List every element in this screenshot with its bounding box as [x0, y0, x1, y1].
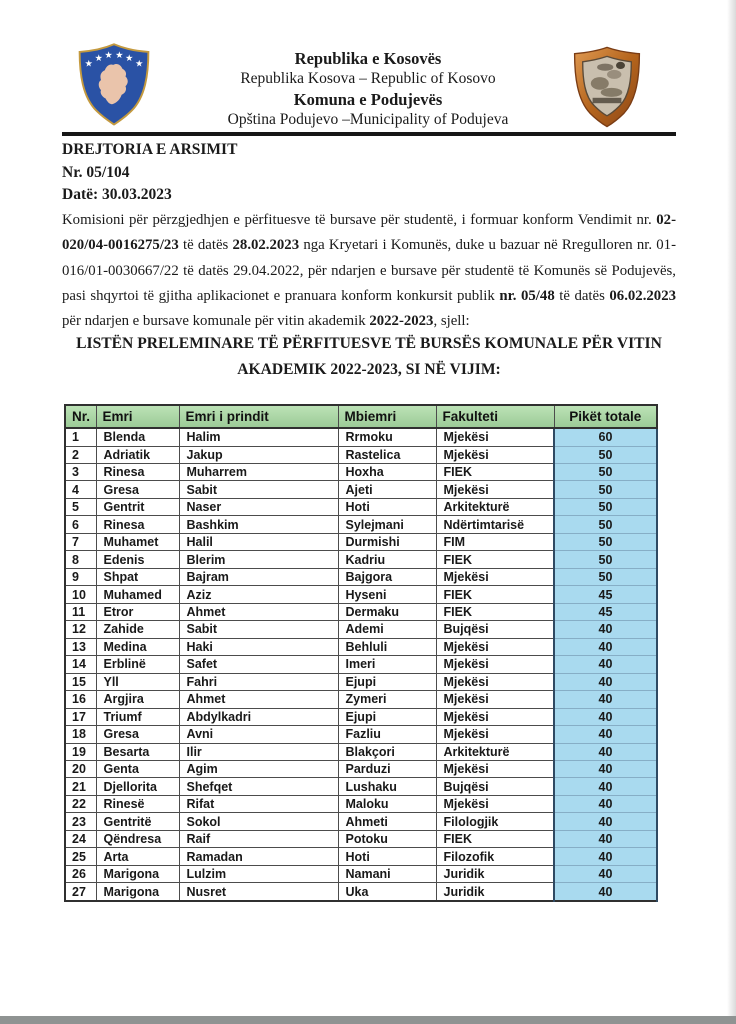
table-row	[65, 830, 657, 847]
row-number-cell: 22	[65, 795, 96, 812]
first-name-cell: Rinesa	[96, 464, 179, 481]
parent-name-cell: Naser	[179, 498, 338, 515]
parent-name-cell: Sabit	[179, 621, 338, 638]
points-cell: 50	[554, 446, 657, 463]
points-cell: 40	[554, 760, 657, 777]
faculty-cell: Arkitekturë	[436, 743, 554, 760]
table-row	[65, 708, 657, 725]
faculty-cell: Mjekësi	[436, 795, 554, 812]
table-row	[65, 428, 657, 446]
table-row	[65, 743, 657, 760]
row-number-cell: 1	[65, 428, 96, 446]
first-name-cell: Gresa	[96, 481, 179, 498]
table-row	[65, 813, 657, 830]
table-row	[65, 551, 657, 568]
table-row	[65, 498, 657, 515]
svg-text:★: ★	[115, 50, 124, 62]
scholarship-table-grid	[64, 404, 658, 902]
points-cell: 40	[554, 830, 657, 847]
row-number-cell: 9	[65, 568, 96, 585]
table-row	[65, 656, 657, 673]
parent-name-cell: Bajram	[179, 568, 338, 585]
points-cell: 45	[554, 586, 657, 603]
svg-text:★: ★	[94, 53, 103, 65]
row-number-cell: 24	[65, 830, 96, 847]
points-cell: 40	[554, 726, 657, 743]
parent-name-cell: Safet	[179, 656, 338, 673]
table-row	[65, 865, 657, 882]
parent-name-cell: Lulzim	[179, 865, 338, 882]
table-row	[65, 586, 657, 603]
points-cell: 40	[554, 691, 657, 708]
points-cell: 50	[554, 481, 657, 498]
first-name-cell: Edenis	[96, 551, 179, 568]
parent-name-cell: Haki	[179, 638, 338, 655]
faculty-cell: Mjekësi	[436, 638, 554, 655]
row-number-cell: 6	[65, 516, 96, 533]
surname-cell: Ejupi	[338, 673, 436, 690]
points-cell: 40	[554, 848, 657, 865]
faculty-cell: Mjekësi	[436, 481, 554, 498]
table-row	[65, 603, 657, 620]
faculty-cell: FIEK	[436, 464, 554, 481]
first-name-cell: Adriatik	[96, 446, 179, 463]
points-cell: 40	[554, 708, 657, 725]
first-name-cell: Shpat	[96, 568, 179, 585]
svg-text:★: ★	[135, 58, 144, 70]
points-cell: 40	[554, 621, 657, 638]
surname-cell: Hyseni	[338, 586, 436, 603]
row-number-cell: 14	[65, 656, 96, 673]
faculty-cell: Ndërtimtarisë	[436, 516, 554, 533]
surname-cell: Blakçori	[338, 743, 436, 760]
paragraph-segment: , sjell:	[433, 313, 470, 330]
surname-cell: Rastelica	[338, 446, 436, 463]
faculty-cell: Arkitekturë	[436, 498, 554, 515]
first-name-cell: Gentritë	[96, 813, 179, 830]
row-number-cell: 27	[65, 883, 96, 901]
scholarship-table	[64, 404, 658, 902]
row-number-cell: 13	[65, 638, 96, 655]
surname-cell: Behluli	[338, 638, 436, 655]
paragraph-bold-segment: 06.02.2023	[609, 287, 676, 304]
surname-cell: Lushaku	[338, 778, 436, 795]
row-number-cell: 12	[65, 621, 96, 638]
parent-name-cell: Jakup	[179, 446, 338, 463]
parent-name-cell: Ahmet	[179, 691, 338, 708]
first-name-cell: Besarta	[96, 743, 179, 760]
surname-cell: Uka	[338, 883, 436, 901]
parent-name-cell: Raif	[179, 830, 338, 847]
surname-cell: Imeri	[338, 656, 436, 673]
table-row	[65, 464, 657, 481]
points-cell: 50	[554, 568, 657, 585]
points-cell: 50	[554, 533, 657, 550]
first-name-cell: Zahide	[96, 621, 179, 638]
first-name-cell: Blenda	[96, 428, 179, 446]
faculty-cell: FIEK	[436, 551, 554, 568]
parent-name-cell: Rifat	[179, 795, 338, 812]
republic-title: Republika e Kosovës	[294, 49, 442, 68]
parent-name-cell: Halim	[179, 428, 338, 446]
faculty-cell: Mjekësi	[436, 656, 554, 673]
parent-name-cell: Ahmet	[179, 603, 338, 620]
parent-name-cell: Blerim	[179, 551, 338, 568]
surname-cell: Fazliu	[338, 726, 436, 743]
points-cell: 50	[554, 464, 657, 481]
row-number-cell: 18	[65, 726, 96, 743]
parent-name-cell: Halil	[179, 533, 338, 550]
faculty-cell: Mjekësi	[436, 708, 554, 725]
municipality-title: Komuna e Podujevës	[293, 90, 443, 109]
table-header	[65, 405, 657, 428]
table-row	[65, 778, 657, 795]
surname-cell: Parduzi	[338, 760, 436, 777]
parent-name-cell: Ramadan	[179, 848, 338, 865]
points-cell: 40	[554, 673, 657, 690]
points-cell: 40	[554, 813, 657, 830]
table-row	[65, 568, 657, 585]
row-number-cell: 7	[65, 533, 96, 550]
surname-cell: Hoxha	[338, 464, 436, 481]
first-name-cell: Yll	[96, 673, 179, 690]
column-header-emri: Emri	[96, 405, 179, 428]
table-row	[65, 848, 657, 865]
first-name-cell: Genta	[96, 760, 179, 777]
table-body	[65, 428, 657, 901]
row-number-cell: 10	[65, 586, 96, 603]
first-name-cell: Rinesa	[96, 516, 179, 533]
parent-name-cell: Agim	[179, 760, 338, 777]
first-name-cell: Muhamed	[96, 586, 179, 603]
table-row	[65, 533, 657, 550]
table-row	[65, 691, 657, 708]
table-row	[65, 795, 657, 812]
first-name-cell: Etror	[96, 603, 179, 620]
surname-cell: Namani	[338, 865, 436, 882]
points-cell: 50	[554, 498, 657, 515]
parent-name-cell: Nusret	[179, 883, 338, 901]
parent-name-cell: Avni	[179, 726, 338, 743]
column-header-nr-: Nr.	[65, 405, 96, 428]
faculty-cell: Mjekësi	[436, 446, 554, 463]
row-number-cell: 2	[65, 446, 96, 463]
parent-name-cell: Aziz	[179, 586, 338, 603]
column-header-points: Pikët totale	[554, 405, 657, 428]
svg-text:★: ★	[84, 58, 93, 70]
column-header-mbiemri: Mbiemri	[338, 405, 436, 428]
row-number-cell: 21	[65, 778, 96, 795]
row-number-cell: 17	[65, 708, 96, 725]
faculty-cell: Mjekësi	[436, 568, 554, 585]
column-header-emri-i-prindit: Emri i prindit	[179, 405, 338, 428]
surname-cell: Dermaku	[338, 603, 436, 620]
reference-number: Nr. 05/104	[62, 163, 130, 181]
header-divider-line	[62, 132, 676, 136]
surname-cell: Ahmeti	[338, 813, 436, 830]
surname-cell: Bajgora	[338, 568, 436, 585]
surname-cell: Potoku	[338, 830, 436, 847]
faculty-cell: Mjekësi	[436, 428, 554, 446]
first-name-cell: Djellorita	[96, 778, 179, 795]
parent-name-cell: Fahri	[179, 673, 338, 690]
faculty-cell: Mjekësi	[436, 760, 554, 777]
surname-cell: Ademi	[338, 621, 436, 638]
points-cell: 60	[554, 428, 657, 446]
directorate-name: DREJTORIA E ARSIMIT	[62, 141, 238, 158]
points-cell: 40	[554, 778, 657, 795]
faculty-cell: Juridik	[436, 865, 554, 882]
points-cell: 40	[554, 743, 657, 760]
faculty-cell: Bujqësi	[436, 778, 554, 795]
first-name-cell: Triumf	[96, 708, 179, 725]
document-date: Datë: 30.03.2023	[62, 186, 172, 203]
row-number-cell: 8	[65, 551, 96, 568]
table-row	[65, 883, 657, 901]
parent-name-cell: Shefqet	[179, 778, 338, 795]
row-number-cell: 15	[65, 673, 96, 690]
surname-cell: Zymeri	[338, 691, 436, 708]
first-name-cell: Rinesë	[96, 795, 179, 812]
points-cell: 50	[554, 516, 657, 533]
faculty-cell: FIEK	[436, 586, 554, 603]
row-number-cell: 4	[65, 481, 96, 498]
points-cell: 50	[554, 551, 657, 568]
faculty-cell: Mjekësi	[436, 691, 554, 708]
parent-name-cell: Sabit	[179, 481, 338, 498]
points-cell: 40	[554, 638, 657, 655]
table-row	[65, 621, 657, 638]
first-name-cell: Marigona	[96, 883, 179, 901]
paragraph-segment: Komisioni për përzgjedhjen e përfituesve të bursave për studentë, i formuar konform Vendimit nr.	[62, 212, 657, 228]
faculty-cell: Filologjik	[436, 813, 554, 830]
first-name-cell: Arta	[96, 848, 179, 865]
first-name-cell: Qëndresa	[96, 830, 179, 847]
body-paragraph	[62, 208, 676, 334]
surname-cell: Hoti	[338, 498, 436, 515]
row-number-cell: 25	[65, 848, 96, 865]
parent-name-cell: Sokol	[179, 813, 338, 830]
parent-name-cell: Abdylkadri	[179, 708, 338, 725]
parent-name-cell: Bashkim	[179, 516, 338, 533]
faculty-cell: Bujqësi	[436, 621, 554, 638]
points-cell: 40	[554, 865, 657, 882]
table-row	[65, 673, 657, 690]
faculty-cell: Filozofik	[436, 848, 554, 865]
first-name-cell: Gentrit	[96, 498, 179, 515]
faculty-cell: FIEK	[436, 830, 554, 847]
faculty-cell: Juridik	[436, 883, 554, 901]
row-number-cell: 5	[65, 498, 96, 515]
surname-cell: Ajeti	[338, 481, 436, 498]
table-row	[65, 726, 657, 743]
paragraph-bold-segment: nr. 05/48	[499, 287, 555, 304]
first-name-cell: Argjira	[96, 691, 179, 708]
first-name-cell: Marigona	[96, 865, 179, 882]
table-row	[65, 446, 657, 463]
surname-cell: Kadriu	[338, 551, 436, 568]
svg-text:★: ★	[104, 50, 113, 62]
surname-cell: Hoti	[338, 848, 436, 865]
paragraph-segment: të datës	[554, 287, 610, 304]
scan-edge-bottom	[0, 1016, 736, 1024]
column-header-fakulteti: Fakulteti	[436, 405, 554, 428]
paragraph-segment: për ndarjen e bursave komunale për vitin akademik	[62, 313, 370, 330]
faculty-cell: FIEK	[436, 603, 554, 620]
points-cell: 40	[554, 883, 657, 901]
paragraph-bold-segment: 2022-2023	[369, 313, 434, 330]
surname-cell: Rrmoku	[338, 428, 436, 446]
first-name-cell: Medina	[96, 638, 179, 655]
row-number-cell: 26	[65, 865, 96, 882]
scan-edge-right	[727, 0, 736, 1024]
parent-name-cell: Muharrem	[179, 464, 338, 481]
first-name-cell: Gresa	[96, 726, 179, 743]
document-header	[140, 48, 596, 130]
first-name-cell: Muhamet	[96, 533, 179, 550]
office-block	[62, 139, 237, 207]
table-row	[65, 760, 657, 777]
faculty-cell: Mjekësi	[436, 726, 554, 743]
table-header-row	[65, 405, 657, 428]
republic-subtitle: Republika Kosova – Republic of Kosovo	[240, 70, 496, 87]
row-number-cell: 3	[65, 464, 96, 481]
table-row	[65, 481, 657, 498]
municipality-subtitle: Opština Podujevo –Municipality of Podujeva	[227, 111, 509, 128]
paragraph-bold-segment: 02-020/04-0016275/23	[62, 212, 676, 254]
row-number-cell: 16	[65, 691, 96, 708]
surname-cell: Durmishi	[338, 533, 436, 550]
first-name-cell: Erblinë	[96, 656, 179, 673]
parent-name-cell: Ilir	[179, 743, 338, 760]
points-cell: 40	[554, 795, 657, 812]
row-number-cell: 11	[65, 603, 96, 620]
row-number-cell: 19	[65, 743, 96, 760]
list-title: LISTËN PRELEMINARE TË PËRFITUESVE TË BURSËS KOMUNALE PËR VITIN AKADEMIK 2022-2023, SI NË VIJIM:	[76, 335, 662, 378]
row-number-cell: 20	[65, 760, 96, 777]
table-row	[65, 638, 657, 655]
surname-cell: Ejupi	[338, 708, 436, 725]
paragraph-segment: nga Kryetari i Komunës, duke u bazuar në Rregulloren nr. 01-016/01-0030667/22 të datës 29.04.2022, për ndarjen e bursave për studentë të Komunës së Podujevës, pasi shqyrtoi të gjitha aplikacionet e pranuara konform konkursit publik	[62, 237, 676, 304]
paragraph-bold-segment: 28.02.2023	[232, 237, 300, 254]
faculty-cell: Mjekësi	[436, 673, 554, 690]
paragraph-segment: të datës	[178, 237, 233, 254]
points-cell: 40	[554, 656, 657, 673]
table-row	[65, 516, 657, 533]
svg-text:★: ★	[125, 53, 134, 65]
row-number-cell: 23	[65, 813, 96, 830]
surname-cell: Maloku	[338, 795, 436, 812]
faculty-cell: FIM	[436, 533, 554, 550]
points-cell: 45	[554, 603, 657, 620]
surname-cell: Sylejmani	[338, 516, 436, 533]
